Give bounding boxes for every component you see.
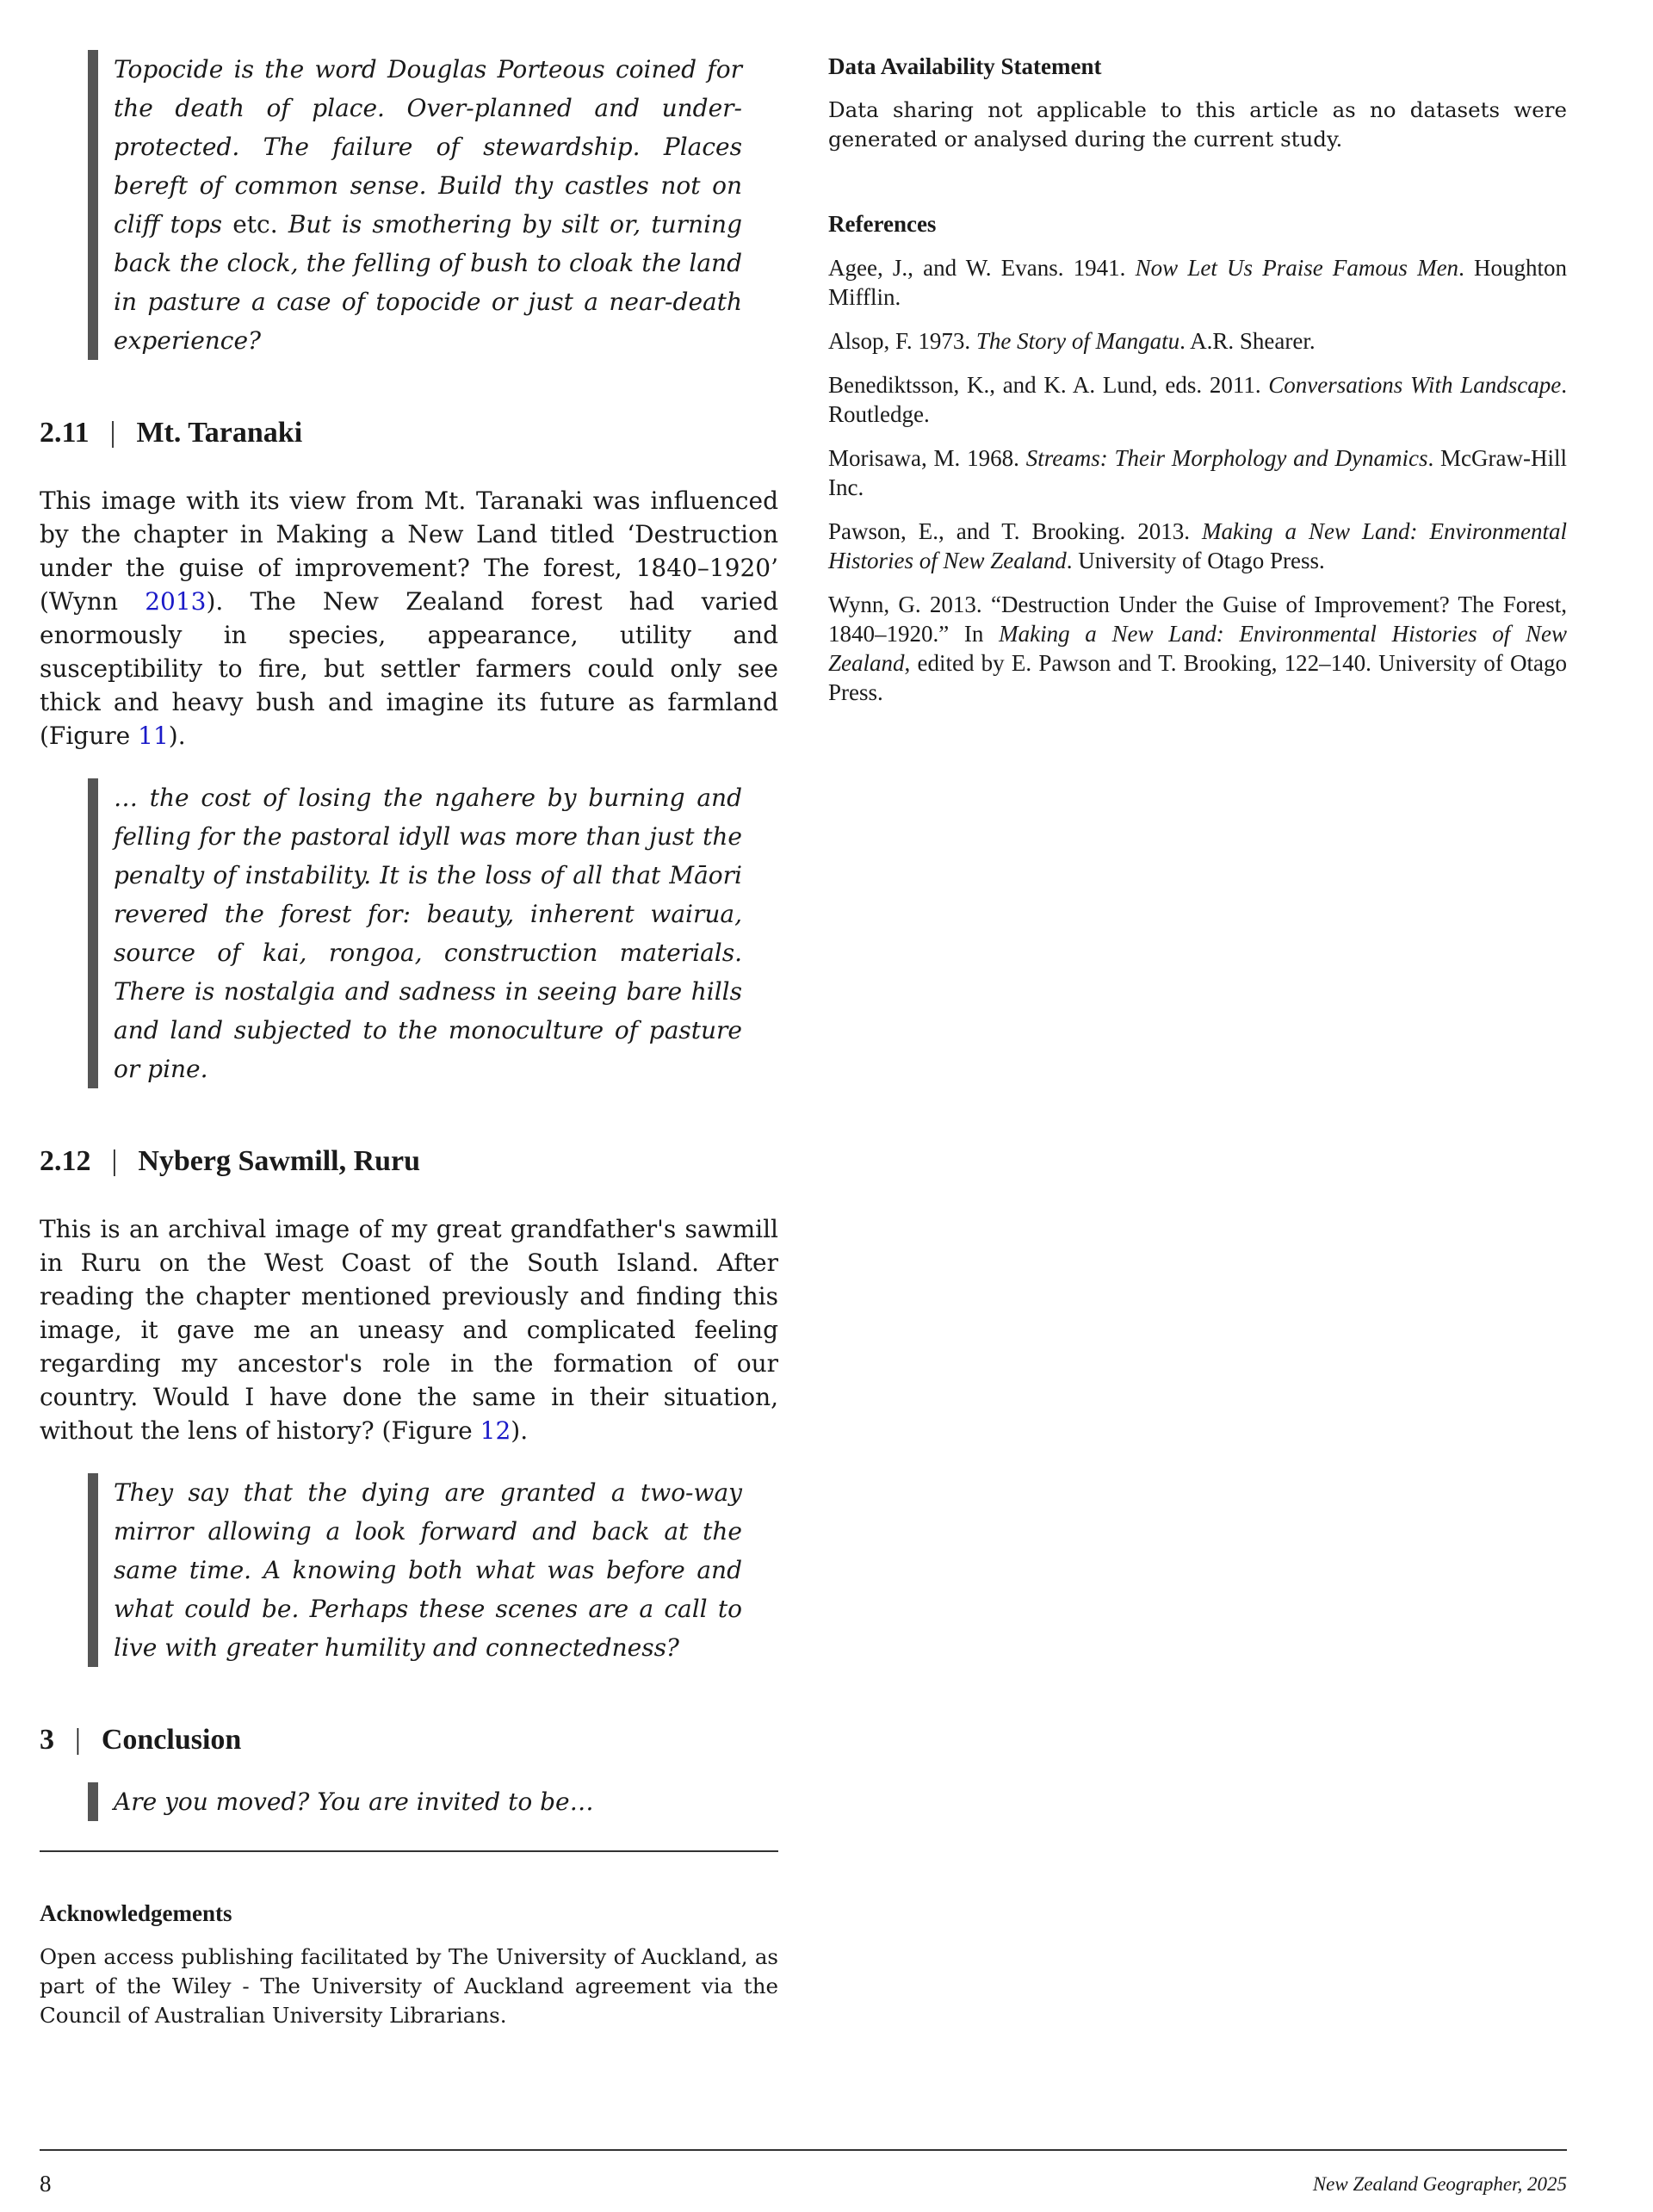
acknowledgements-heading: Acknowledgements — [40, 1900, 232, 1926]
right-column — [828, 50, 1567, 722]
acknowledgements-divider — [40, 1850, 778, 1852]
reference-3-publisher: . McGraw-Hill Inc. — [828, 445, 1567, 500]
reference-2-authors: Benediktsson, K., and K. A. Lund, eds. 2011. — [828, 372, 1269, 398]
quote-two-way-mirror — [88, 1473, 742, 1667]
left-column — [40, 50, 778, 2030]
references-heading: References — [828, 211, 937, 237]
section-2-12-heading — [40, 1145, 778, 1178]
quote-topocide-part1: Topocide is the word Douglas Porteous coined for the death of place. Over-planned and under-protected. The failure of stewardship. Places bereft of common sense. Build thy castles not on cliff tops — [114, 55, 742, 239]
data-availability-heading: Data Availability Statement — [828, 53, 1102, 79]
figure-12-link[interactable]: 12 — [480, 1416, 511, 1445]
reference-item — [828, 443, 1567, 502]
reference-1-authors: Alsop, F. 1973. — [828, 328, 976, 354]
reference-4-title: Making a New Land: Environmental Histories of New Zealand — [828, 518, 1567, 573]
reference-item — [828, 253, 1567, 312]
data-availability-text: Data sharing not applicable to this article as no datasets were generated or analysed during the current study. — [828, 97, 1567, 152]
quote-invitation-text: Are you moved? You are invited to be… — [114, 1788, 594, 1816]
reference-2-publisher: . Routledge. — [828, 372, 1568, 427]
section-2-11-body-middle: ). The New Zealand forest had varied enormously in species, appearance, utility and susceptibility to fire, but settler farmers could only see thick and heavy bush and imagine its future as farmland (Figure — [40, 587, 778, 750]
reference-1-title: The Story of Mangatu — [975, 328, 1180, 354]
reference-item — [828, 326, 1567, 356]
section-3-title: Conclusion — [101, 1724, 242, 1756]
reference-0-publisher: . Houghton Mifflin. — [828, 255, 1568, 310]
section-3-heading — [40, 1724, 778, 1757]
section-2-11-number: 2.11 — [40, 417, 90, 449]
section-3-number: 3 — [40, 1724, 54, 1756]
reference-4-authors: Pawson, E., and T. Brooking. 2013. — [828, 518, 1203, 544]
section-2-12-body-before: This is an archival image of my great grandfather's sawmill in Ruru on the West Coast of the South Island. After reading the chapter mentioned previously and finding this image, it gave me an uneasy and complicated feeling regarding my ancestor's role in the formation of our country. Would I have done the same in their situation, without the lens of history? (Figure — [40, 1215, 778, 1445]
reference-4-publisher: . University of Otago Press. — [1066, 548, 1325, 573]
section-2-11-body-before: This image with its view from Mt. Taranaki was influenced by the chapter in Making a New Land titled ‘Destruction under the guise of improvement? The forest, 1840–1920’ (Wynn — [40, 486, 778, 616]
section-2-11-heading — [40, 417, 778, 449]
journal-name: New Zealand Geographer, 2025 — [1312, 2173, 1567, 2195]
reference-0-title: Now Let Us Praise Famous Men — [1135, 255, 1459, 281]
section-2-12-title: Nyberg Sawmill, Ruru — [138, 1145, 421, 1177]
quote-topocide — [88, 50, 742, 360]
reference-1-publisher: . A.R. Shearer. — [1179, 328, 1316, 354]
section-2-12-separator: | — [111, 1145, 118, 1177]
citation-link-wynn-2013[interactable]: 2013 — [145, 587, 207, 616]
section-2-12-body — [40, 1212, 778, 1447]
quote-ngahere-text: … the cost of losing the ngahere by burning and felling for the pastoral idyll was more than just the penalty of instability. It is the loss of all that Māori revered the forest for: beauty, inherent wairua, source of kai, rongoa, construction materials. There is nostalgia and sadness in seeing bare hills and land subjected to the monoculture of pasture or pine. — [114, 784, 742, 1083]
quote-ngahere — [88, 778, 742, 1088]
acknowledgements-text: Open access publishing facilitated by The University of Auckland, as part of the Wiley - The University of Auckland agreement via the Council of Australian University Librarians. — [40, 1944, 778, 2028]
figure-11-link[interactable]: 11 — [138, 722, 169, 750]
reference-5-publisher: , edited by E. Pawson and T. Brooking, 122–140. University of Otago Press. — [828, 650, 1567, 705]
reference-3-title: Streams: Their Morphology and Dynamics — [1025, 445, 1428, 471]
section-2-11-title: Mt. Taranaki — [136, 417, 303, 449]
quote-two-way-mirror-text: They say that the dying are granted a two-way mirror allowing a look forward and back at the same time. A knowing both what was before and what could be. Perhaps these scenes are a call to live with greater humility and connectedness? — [114, 1478, 742, 1662]
reference-3-authors: Morisawa, M. 1968. — [828, 445, 1026, 471]
reference-0-authors: Agee, J., and W. Evans. 1941. — [828, 255, 1136, 281]
reference-item — [828, 517, 1567, 575]
reference-5-authors: Wynn, G. 2013. “Destruction Under the Guise of Improvement? The Forest, 1840–1920.” In — [828, 592, 1567, 647]
section-2-11-body-after: ). — [168, 722, 186, 750]
quote-invitation — [88, 1782, 742, 1821]
section-3-separator: | — [75, 1724, 81, 1756]
reference-item — [828, 590, 1567, 707]
page-number: 8 — [40, 2171, 52, 2197]
section-2-11-separator: | — [109, 417, 116, 449]
quote-topocide-part2: etc. — [222, 210, 288, 239]
quote-topocide-part3: But is smothering by silt or, turning back the clock, the felling of bush to cloak the land in pasture a case of topocide or just a near-death experience? — [114, 210, 742, 355]
section-2-12-number: 2.12 — [40, 1145, 91, 1177]
references-list — [828, 253, 1567, 707]
section-2-11-body — [40, 484, 778, 753]
reference-5-title: Making a New Land: Environmental Histories of New Zealand — [828, 621, 1567, 676]
footer-divider — [40, 2149, 1567, 2151]
reference-2-title: Conversations With Landscape — [1268, 372, 1562, 398]
section-2-12-body-after: ). — [511, 1416, 529, 1445]
reference-item — [828, 370, 1567, 429]
